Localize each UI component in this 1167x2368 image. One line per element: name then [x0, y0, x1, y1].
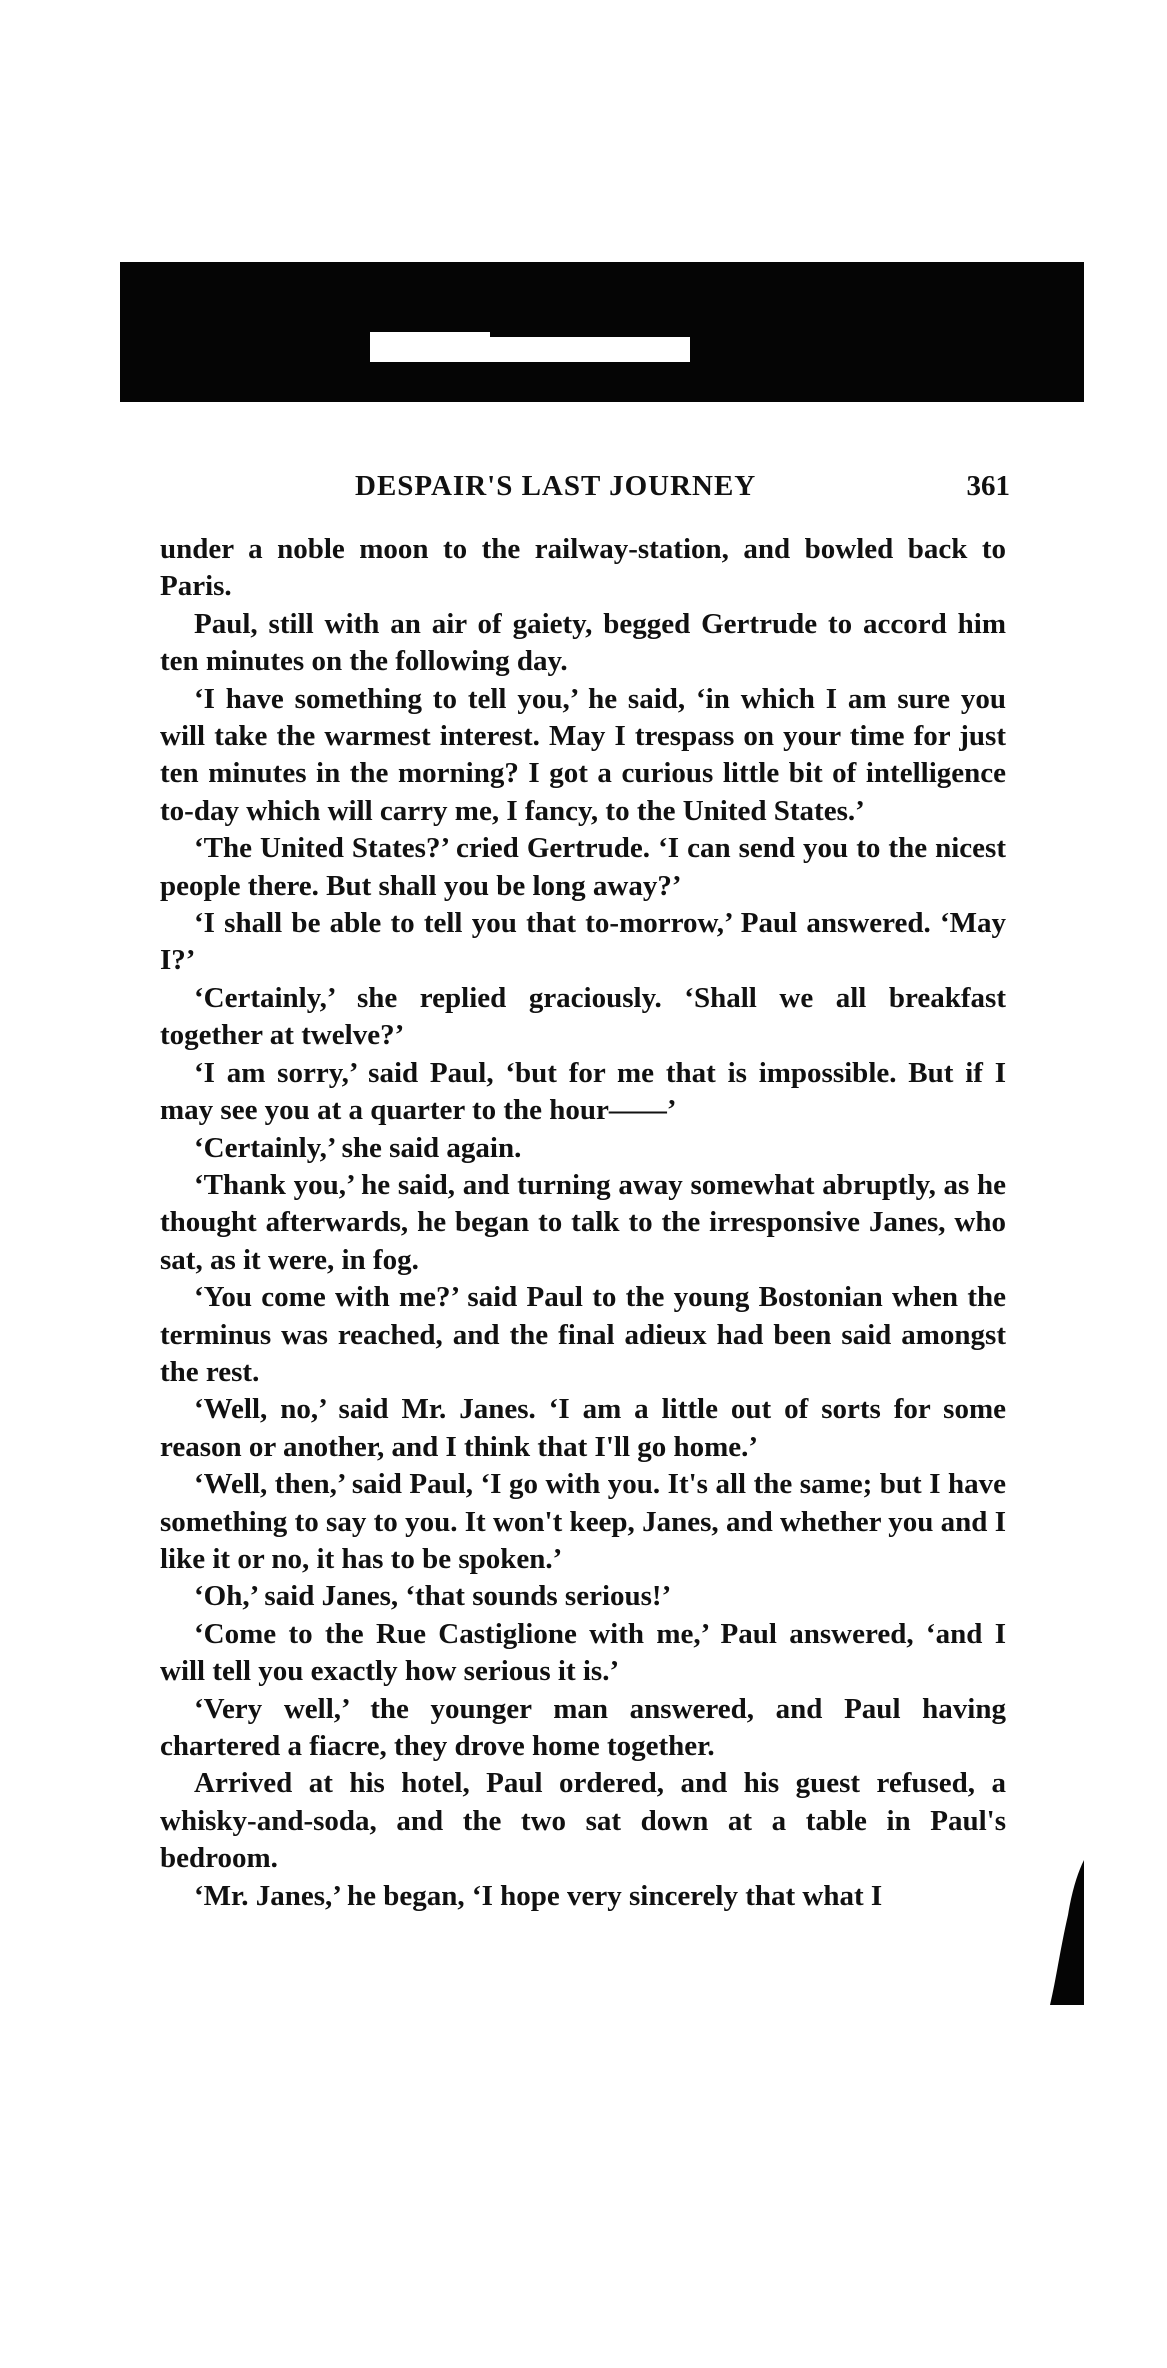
paragraph: under a noble moon to the railway-station, and bowled back to Paris.	[160, 533, 1006, 603]
paragraph: Paul, still with an air of gaiety, begged Gertrude to accord him ten minutes on the following day.	[160, 607, 1006, 678]
scan-bar-notch-inner	[490, 337, 690, 362]
paragraph: ‘Very well,’ the younger man answered, and Paul having chartered a fiacre, they drove home together.	[160, 1692, 1006, 1762]
paragraph: ‘The United States?’ cried Gertrude. ‘I can send you to the nicest people there. But shall you be long away?’	[160, 832, 1006, 902]
paragraph: ‘I have something to tell you,’ he said, ‘in which I am sure you will take the warmest interest. May I trespass on your time for just ten minutes in the morning? I got a curious little bit of intelligence to-day which will carry me, I fancy, to the United States.’	[160, 682, 1006, 827]
paragraph: ‘Well, then,’ said Paul, ‘I go with you. It's all the same; but I have something to say to you. It won't keep, Janes, and whether you and I like it or no, it has to be spoken.’	[160, 1468, 1006, 1575]
paragraph: ‘Mr. Janes,’ he began, ‘I hope very sincerely that what I	[194, 1879, 883, 1912]
running-title: DESPAIR'S LAST JOURNEY	[355, 470, 757, 502]
paragraph: ‘Oh,’ said Janes, ‘that sounds serious!’	[194, 1580, 672, 1613]
paragraph: ‘Certainly,’ she replied graciously. ‘Shall we all breakfast together at twelve?’	[160, 981, 1006, 1052]
paragraph: ‘Thank you,’ he said, and turning away somewhat abruptly, as he thought afterwards, he began to talk to the irresponsive Janes, who sat, as it were, in fog.	[160, 1168, 1006, 1276]
paragraph: ‘Well, no,’ said Mr. Janes. ‘I am a little out of sorts for some reason or another, and I think that I'll go home.’	[160, 1393, 1006, 1463]
scan-bar-notch	[370, 332, 490, 362]
paragraph: ‘I shall be able to tell you that to-morrow,’ Paul answered. ‘May I?’	[160, 907, 1006, 977]
scan-black-bar	[120, 262, 1084, 402]
paragraph: Arrived at his hotel, Paul ordered, and his guest refused, a whisky-and-soda, and the two sat down at a table in Paul's bedroom.	[160, 1767, 1006, 1875]
page-number: 361	[966, 470, 1010, 502]
paragraph: ‘Certainly,’ she said again.	[194, 1131, 522, 1164]
page-body	[160, 531, 1006, 1915]
scan-bar-slit	[372, 262, 490, 332]
paragraph: ‘You come with me?’ said Paul to the young Bostonian when the terminus was reached, and the final adieux had been said amongst the rest.	[160, 1281, 1006, 1388]
page-header	[160, 470, 1010, 514]
paragraph: ‘I am sorry,’ said Paul, ‘but for me that is impossible. But if I may see you at a quarter to the hour——’	[160, 1056, 1006, 1127]
scan-corner-blot	[1050, 1860, 1084, 2005]
paragraph: ‘Come to the Rue Castiglione with me,’ Paul answered, ‘and I will tell you exactly how serious it is.’	[160, 1617, 1006, 1688]
